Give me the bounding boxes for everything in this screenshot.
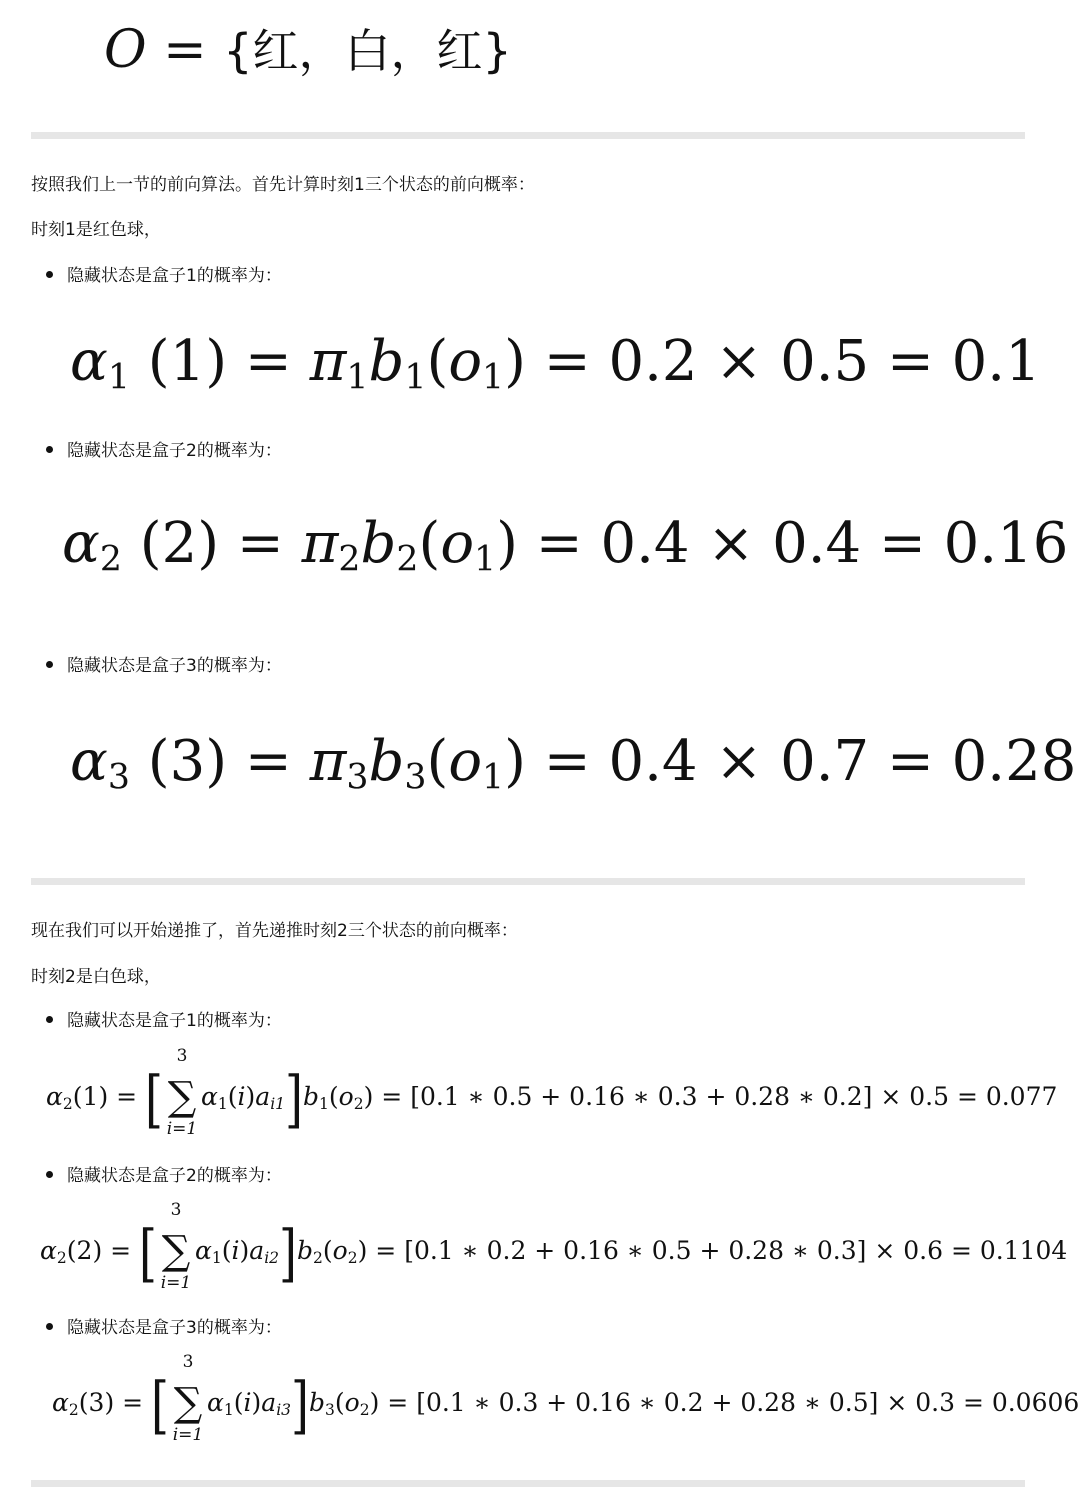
bullet-dot	[46, 661, 53, 668]
observation-set: {红，白，红}	[223, 24, 512, 78]
bullet-dot	[46, 1016, 53, 1023]
section-divider	[31, 878, 1025, 885]
summation: 3 ∑ i=1	[160, 1199, 192, 1293]
formula-calc: 0.4 × 0.7 = 0.28	[608, 729, 1077, 794]
list-item-label: 隐藏状态是盒子2的概率为：	[67, 1166, 282, 1186]
formula-calc: [0.1 ∗ 0.5 + 0.16 ∗ 0.3 + 0.28 ∗ 0.2] × 0.5 = 0.077	[410, 1082, 1058, 1111]
formula-calc: 0.4 × 0.4 = 0.16	[600, 511, 1069, 576]
list-item-label: 隐藏状态是盒子1的概率为：	[67, 1011, 282, 1031]
observation-symbol: O	[104, 20, 147, 80]
formula-alpha2-2: $\alpha_2(2)$ = [ 3 ∑ i=1 $\alpha_1(i)a_{i2}]b_2(o_2) = [0.1$ ∗ 0.2 + 0.16 ∗ 0.5 + 0.28 ∗ 0.3] × 0.6 = 0.1104	[40, 1199, 1068, 1293]
formula-alpha1-3: $\alpha_3$ $(3) = \pi_3b_3(o_1) = 0.4 \times 0.7 = 0.28$	[70, 729, 1077, 798]
list-item	[46, 440, 282, 462]
section1-intro: 按照我们上一节的前向算法。首先计算时刻1三个状态的前向概率：	[31, 175, 535, 195]
observation-sequence-formula	[104, 18, 512, 83]
formula-calc: 0.2 × 0.5 = 0.1	[608, 329, 1041, 394]
bullet-dot	[46, 446, 53, 453]
section2-time-note: 时刻2是白色球，	[31, 967, 161, 987]
list-item	[46, 1010, 282, 1032]
formula-alpha2-1: $\alpha_2(1)$ = [ 3 ∑ i=1 $\alpha_1(i)a_{i1}]b_1(o_2) = [0.1$ ∗ 0.5 + 0.16 ∗ 0.3 + 0.28 ∗ 0.2] × 0.5 = 0.077	[46, 1045, 1058, 1139]
list-item-label: 隐藏状态是盒子1的概率为：	[67, 266, 282, 286]
formula-alpha1-1: $\alpha_1$ $(1) = \pi_1b_1(o_1) = 0.2 \times 0.5 = 0.1$	[70, 329, 1041, 398]
list-item-label: 隐藏状态是盒子2的概率为：	[67, 441, 282, 461]
list-item-label: 隐藏状态是盒子3的概率为：	[67, 656, 282, 676]
list-item	[46, 1165, 282, 1187]
bullet-dot	[46, 271, 53, 278]
formula-calc: [0.1 ∗ 0.3 + 0.16 ∗ 0.2 + 0.28 ∗ 0.5] × 0.3 = 0.0606	[416, 1388, 1079, 1417]
list-item	[46, 265, 282, 287]
summation: 3 ∑ i=1	[172, 1351, 204, 1445]
list-item	[46, 1317, 282, 1339]
section-divider	[31, 132, 1025, 139]
formula-alpha2-3: $\alpha_2(3)$ = [ 3 ∑ i=1 $\alpha_1(i)a_{i3}]b_3(o_2) = [0.1$ ∗ 0.3 + 0.16 ∗ 0.2 + 0.28 ∗ 0.5] × 0.3 = 0.0606	[52, 1351, 1079, 1445]
section2-intro: 现在我们可以开始递推了，首先递推时刻2三个状态的前向概率：	[31, 921, 518, 941]
formula-calc: [0.1 ∗ 0.2 + 0.16 ∗ 0.5 + 0.28 ∗ 0.3] × 0.6 = 0.1104	[404, 1236, 1068, 1265]
section1-time-note: 时刻1是红色球，	[31, 220, 161, 240]
equals-sign: =	[163, 20, 207, 80]
bullet-dot	[46, 1171, 53, 1178]
list-item	[46, 655, 282, 677]
summation: 3 ∑ i=1	[166, 1045, 198, 1139]
bullet-dot	[46, 1323, 53, 1330]
formula-alpha1-2: $\alpha_2$ $(2) = \pi_2b_2(o_1) = 0.4 \times 0.4 = 0.16$	[62, 511, 1069, 580]
section-divider	[31, 1480, 1025, 1487]
list-item-label: 隐藏状态是盒子3的概率为：	[67, 1318, 282, 1338]
